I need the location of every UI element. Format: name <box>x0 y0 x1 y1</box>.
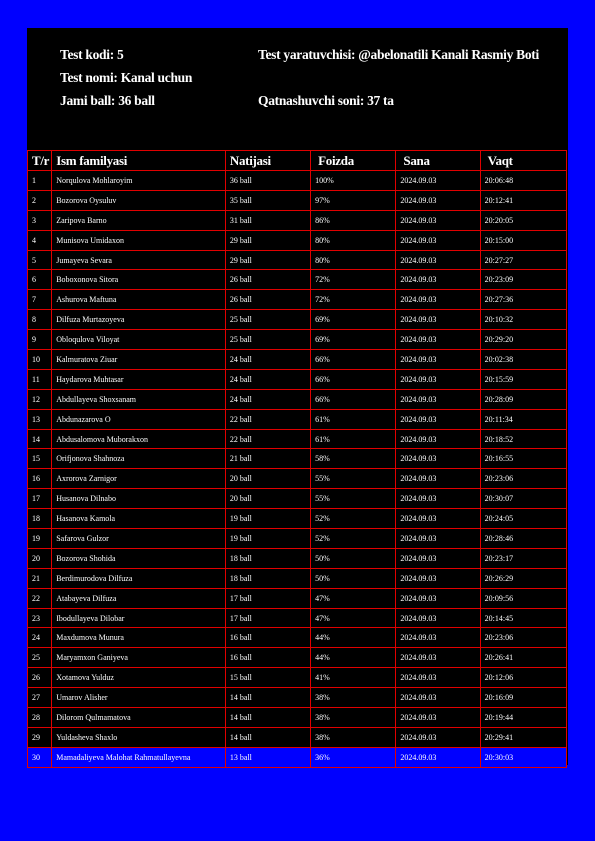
cell-result: 36 ball <box>225 171 310 191</box>
column-header-time: Vaqt <box>480 151 566 171</box>
cell-name: Maryamxon Ganiyeva <box>52 648 226 668</box>
cell-date: 2024.09.03 <box>396 270 480 290</box>
cell-number: 14 <box>28 429 52 449</box>
cell-percent: 58% <box>311 449 396 469</box>
cell-result: 15 ball <box>225 668 310 688</box>
cell-time: 20:15:59 <box>480 369 566 389</box>
cell-result: 19 ball <box>225 529 310 549</box>
cell-percent: 44% <box>311 648 396 668</box>
cell-percent: 55% <box>311 489 396 509</box>
cell-name: Ashurova Maftuna <box>52 290 226 310</box>
cell-number: 6 <box>28 270 52 290</box>
table-row <box>28 688 567 708</box>
cell-date: 2024.09.03 <box>396 588 480 608</box>
cell-time: 20:26:29 <box>480 568 566 588</box>
cell-date: 2024.09.03 <box>396 548 480 568</box>
cell-percent: 44% <box>311 628 396 648</box>
cell-result: 16 ball <box>225 628 310 648</box>
cell-date: 2024.09.03 <box>396 628 480 648</box>
cell-date: 2024.09.03 <box>396 330 480 350</box>
table-row <box>28 290 567 310</box>
cell-percent: 52% <box>311 529 396 549</box>
cell-time: 20:20:05 <box>480 210 566 230</box>
cell-date: 2024.09.03 <box>396 668 480 688</box>
cell-result: 18 ball <box>225 568 310 588</box>
cell-percent: 69% <box>311 310 396 330</box>
cell-date: 2024.09.03 <box>396 529 480 549</box>
cell-number: 21 <box>28 568 52 588</box>
cell-number: 28 <box>28 708 52 728</box>
table-row <box>28 389 567 409</box>
cell-date: 2024.09.03 <box>396 171 480 191</box>
cell-time: 20:10:32 <box>480 310 566 330</box>
cell-date: 2024.09.03 <box>396 409 480 429</box>
cell-name: Xotamova Yulduz <box>52 668 226 688</box>
cell-number: 10 <box>28 350 52 370</box>
cell-number: 19 <box>28 529 52 549</box>
cell-time: 20:26:41 <box>480 648 566 668</box>
table-row <box>28 608 567 628</box>
cell-date: 2024.09.03 <box>396 350 480 370</box>
cell-name: Husanova Dilnabo <box>52 489 226 509</box>
cell-date: 2024.09.03 <box>396 250 480 270</box>
cell-percent: 55% <box>311 469 396 489</box>
table-header-row <box>28 151 567 171</box>
cell-date: 2024.09.03 <box>396 290 480 310</box>
cell-result: 19 ball <box>225 509 310 529</box>
cell-result: 17 ball <box>225 588 310 608</box>
cell-number: 24 <box>28 628 52 648</box>
cell-result: 26 ball <box>225 270 310 290</box>
table-row <box>28 310 567 330</box>
table-row <box>28 171 567 191</box>
table-row <box>28 727 567 747</box>
cell-percent: 66% <box>311 369 396 389</box>
cell-date: 2024.09.03 <box>396 747 480 767</box>
cell-date: 2024.09.03 <box>396 469 480 489</box>
table-row <box>28 230 567 250</box>
cell-time: 20:27:36 <box>480 290 566 310</box>
cell-result: 18 ball <box>225 548 310 568</box>
cell-result: 14 ball <box>225 688 310 708</box>
test-creator: Test yaratuvchisi: @abelonatili Kanali Rasmiy Boti <box>258 47 539 62</box>
cell-time: 20:30:03 <box>480 747 566 767</box>
table-row <box>28 190 567 210</box>
cell-name: Mamadaliyeva Malohat Rahmatullayevna <box>52 747 226 767</box>
cell-result: 25 ball <box>225 310 310 330</box>
cell-date: 2024.09.03 <box>396 489 480 509</box>
column-header-result: Natijasi <box>225 151 310 171</box>
cell-time: 20:29:41 <box>480 727 566 747</box>
cell-date: 2024.09.03 <box>396 310 480 330</box>
cell-number: 3 <box>28 210 52 230</box>
cell-time: 20:28:46 <box>480 529 566 549</box>
test-code: Test kodi: 5 <box>60 47 124 62</box>
cell-number: 13 <box>28 409 52 429</box>
test-name: Test nomi: Kanal uchun <box>60 70 193 85</box>
cell-percent: 47% <box>311 608 396 628</box>
cell-percent: 41% <box>311 668 396 688</box>
table-row <box>28 489 567 509</box>
cell-percent: 38% <box>311 708 396 728</box>
cell-number: 23 <box>28 608 52 628</box>
cell-date: 2024.09.03 <box>396 708 480 728</box>
cell-date: 2024.09.03 <box>396 608 480 628</box>
cell-date: 2024.09.03 <box>396 210 480 230</box>
cell-number: 8 <box>28 310 52 330</box>
cell-percent: 97% <box>311 190 396 210</box>
column-header-percent: Foizda <box>311 151 396 171</box>
cell-date: 2024.09.03 <box>396 429 480 449</box>
cell-time: 20:23:09 <box>480 270 566 290</box>
cell-time: 20:06:48 <box>480 171 566 191</box>
cell-percent: 36% <box>311 747 396 767</box>
cell-time: 20:16:09 <box>480 688 566 708</box>
table-row <box>28 350 567 370</box>
cell-number: 25 <box>28 648 52 668</box>
cell-date: 2024.09.03 <box>396 509 480 529</box>
cell-number: 4 <box>28 230 52 250</box>
table-row <box>28 250 567 270</box>
table-row <box>28 369 567 389</box>
cell-time: 20:11:34 <box>480 409 566 429</box>
cell-name: Ibodullayeva Dilobar <box>52 608 226 628</box>
cell-number: 26 <box>28 668 52 688</box>
cell-time: 20:23:06 <box>480 628 566 648</box>
table-row <box>28 409 567 429</box>
cell-result: 22 ball <box>225 409 310 429</box>
cell-number: 30 <box>28 747 52 767</box>
cell-name: Axrorova Zarnigor <box>52 469 226 489</box>
cell-time: 20:09:56 <box>480 588 566 608</box>
test-header <box>27 28 568 150</box>
column-header-name: Ism familyasi <box>52 151 226 171</box>
cell-result: 20 ball <box>225 469 310 489</box>
table-row <box>28 469 567 489</box>
cell-name: Atabayeva Dilfuza <box>52 588 226 608</box>
cell-time: 20:23:17 <box>480 548 566 568</box>
cell-number: 20 <box>28 548 52 568</box>
cell-name: Bozorova Shohida <box>52 548 226 568</box>
total-score: Jami ball: 36 ball <box>60 93 155 108</box>
table-row <box>28 668 567 688</box>
cell-percent: 66% <box>311 350 396 370</box>
table-row <box>28 210 567 230</box>
cell-date: 2024.09.03 <box>396 190 480 210</box>
cell-number: 29 <box>28 727 52 747</box>
cell-result: 24 ball <box>225 389 310 409</box>
cell-time: 20:29:20 <box>480 330 566 350</box>
cell-date: 2024.09.03 <box>396 369 480 389</box>
cell-number: 1 <box>28 171 52 191</box>
cell-number: 18 <box>28 509 52 529</box>
cell-number: 16 <box>28 469 52 489</box>
table-row <box>28 509 567 529</box>
cell-percent: 66% <box>311 389 396 409</box>
cell-result: 24 ball <box>225 350 310 370</box>
participant-count: Qatnashuvchi soni: 37 ta <box>258 93 394 108</box>
cell-number: 15 <box>28 449 52 469</box>
cell-percent: 86% <box>311 210 396 230</box>
cell-date: 2024.09.03 <box>396 389 480 409</box>
cell-result: 31 ball <box>225 210 310 230</box>
cell-name: Norqulova Mohlaroyim <box>52 171 226 191</box>
table-row <box>28 429 567 449</box>
cell-date: 2024.09.03 <box>396 727 480 747</box>
table-row <box>28 330 567 350</box>
cell-result: 35 ball <box>225 190 310 210</box>
cell-time: 20:12:41 <box>480 190 566 210</box>
cell-number: 27 <box>28 688 52 708</box>
cell-percent: 72% <box>311 290 396 310</box>
cell-time: 20:23:06 <box>480 469 566 489</box>
cell-percent: 80% <box>311 250 396 270</box>
cell-time: 20:16:55 <box>480 449 566 469</box>
cell-name: Abdusalomova Muborakxon <box>52 429 226 449</box>
cell-name: Orifjonova Shahnoza <box>52 449 226 469</box>
cell-percent: 38% <box>311 727 396 747</box>
cell-percent: 100% <box>311 171 396 191</box>
cell-date: 2024.09.03 <box>396 568 480 588</box>
cell-time: 20:12:06 <box>480 668 566 688</box>
cell-time: 20:27:27 <box>480 250 566 270</box>
cell-name: Munisova Umidaxon <box>52 230 226 250</box>
cell-time: 20:14:45 <box>480 608 566 628</box>
cell-name: Yuldasheva Shaxlo <box>52 727 226 747</box>
cell-name: Kalmuratova Ziuar <box>52 350 226 370</box>
cell-date: 2024.09.03 <box>396 688 480 708</box>
table-row <box>28 449 567 469</box>
cell-name: Berdimurodova Dilfuza <box>52 568 226 588</box>
cell-number: 22 <box>28 588 52 608</box>
cell-time: 20:30:07 <box>480 489 566 509</box>
cell-percent: 50% <box>311 548 396 568</box>
cell-result: 24 ball <box>225 369 310 389</box>
cell-result: 25 ball <box>225 330 310 350</box>
table-row <box>28 529 567 549</box>
cell-result: 20 ball <box>225 489 310 509</box>
cell-number: 17 <box>28 489 52 509</box>
cell-number: 11 <box>28 369 52 389</box>
cell-percent: 72% <box>311 270 396 290</box>
cell-name: Abdunazarova O <box>52 409 226 429</box>
cell-time: 20:15:00 <box>480 230 566 250</box>
cell-percent: 52% <box>311 509 396 529</box>
cell-name: Boboxonova Sitora <box>52 270 226 290</box>
table-row <box>28 628 567 648</box>
table-row <box>28 548 567 568</box>
table-row <box>28 568 567 588</box>
cell-percent: 47% <box>311 588 396 608</box>
cell-number: 7 <box>28 290 52 310</box>
cell-result: 29 ball <box>225 230 310 250</box>
table-row <box>28 747 567 767</box>
cell-time: 20:28:09 <box>480 389 566 409</box>
cell-time: 20:19:44 <box>480 708 566 728</box>
cell-time: 20:02:38 <box>480 350 566 370</box>
cell-percent: 61% <box>311 409 396 429</box>
cell-name: Umarov Alisher <box>52 688 226 708</box>
table-row <box>28 648 567 668</box>
column-header-date: Sana <box>396 151 480 171</box>
table-row <box>28 588 567 608</box>
cell-date: 2024.09.03 <box>396 449 480 469</box>
column-header-number: T/r <box>28 151 52 171</box>
cell-percent: 61% <box>311 429 396 449</box>
cell-name: Hasanova Kamola <box>52 509 226 529</box>
results-table <box>27 150 567 768</box>
cell-percent: 50% <box>311 568 396 588</box>
cell-result: 26 ball <box>225 290 310 310</box>
results-sheet <box>27 28 568 765</box>
cell-result: 16 ball <box>225 648 310 668</box>
cell-result: 22 ball <box>225 429 310 449</box>
cell-number: 12 <box>28 389 52 409</box>
table-row <box>28 708 567 728</box>
cell-time: 20:18:52 <box>480 429 566 449</box>
cell-name: Bozorova Oysuluv <box>52 190 226 210</box>
cell-result: 14 ball <box>225 727 310 747</box>
cell-name: Safarova Gulzor <box>52 529 226 549</box>
results-table-body <box>28 171 567 768</box>
cell-percent: 80% <box>311 230 396 250</box>
cell-number: 2 <box>28 190 52 210</box>
cell-name: Dilorom Qulmamatova <box>52 708 226 728</box>
cell-result: 17 ball <box>225 608 310 628</box>
cell-name: Maxdumova Munura <box>52 628 226 648</box>
cell-name: Zaripova Barno <box>52 210 226 230</box>
cell-number: 5 <box>28 250 52 270</box>
cell-name: Jumayeva Sevara <box>52 250 226 270</box>
cell-name: Dilfuza Murtazoyeva <box>52 310 226 330</box>
cell-result: 21 ball <box>225 449 310 469</box>
cell-name: Haydarova Muhtasar <box>52 369 226 389</box>
cell-name: Abdullayeva Shoxsanam <box>52 389 226 409</box>
cell-date: 2024.09.03 <box>396 230 480 250</box>
cell-name: Obloqulova Viloyat <box>52 330 226 350</box>
cell-result: 14 ball <box>225 708 310 728</box>
cell-percent: 38% <box>311 688 396 708</box>
cell-number: 9 <box>28 330 52 350</box>
table-row <box>28 270 567 290</box>
cell-date: 2024.09.03 <box>396 648 480 668</box>
cell-result: 13 ball <box>225 747 310 767</box>
cell-percent: 69% <box>311 330 396 350</box>
cell-result: 29 ball <box>225 250 310 270</box>
cell-time: 20:24:05 <box>480 509 566 529</box>
